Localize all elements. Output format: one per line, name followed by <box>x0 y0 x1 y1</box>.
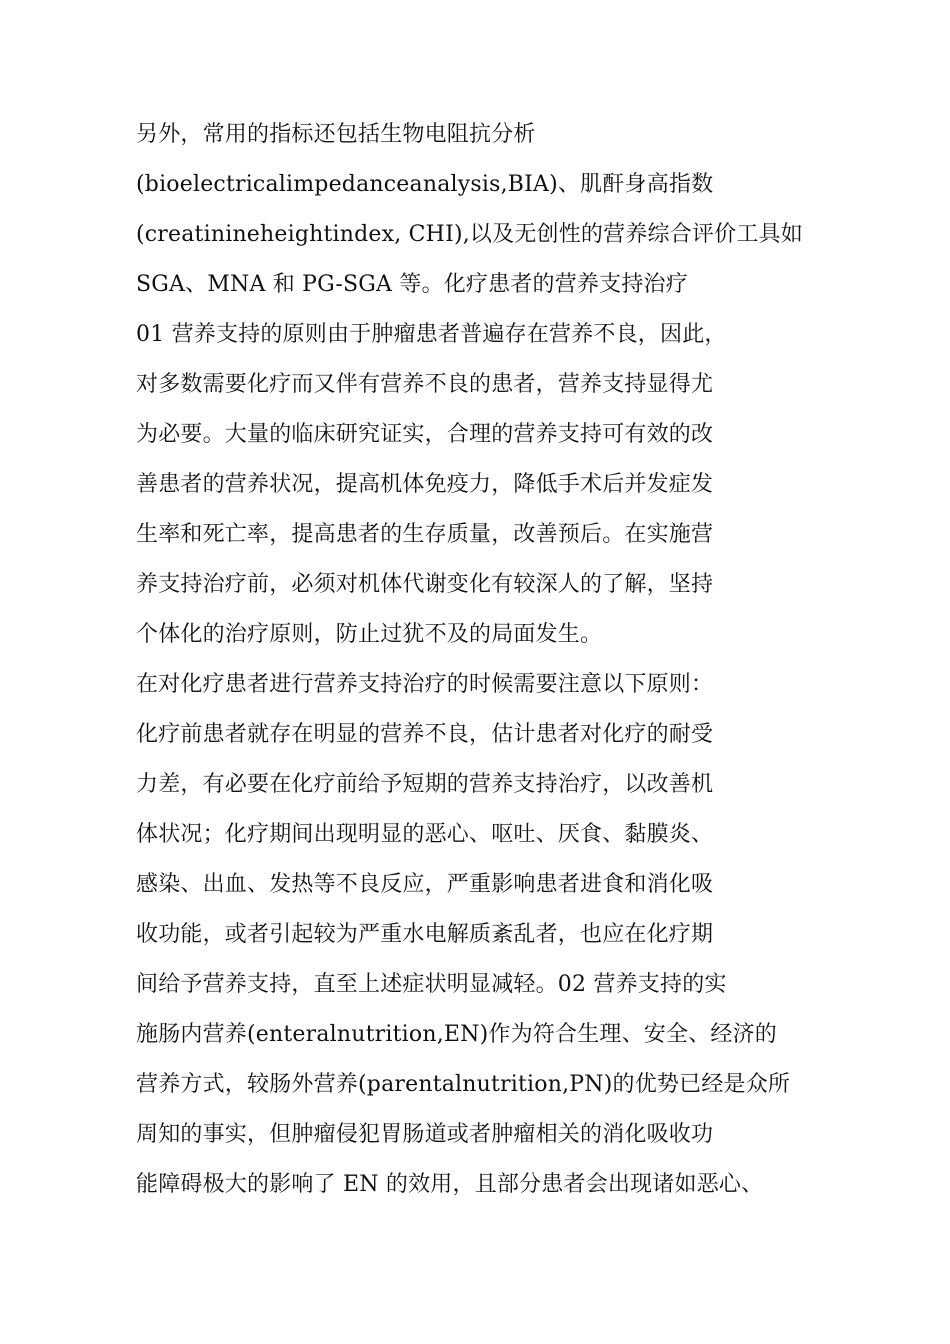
text-line: (creatinineheightindex, CHI),以及无创性的营养综合评价工具如 <box>136 222 803 247</box>
text-line: 感染、出血、发热等不良反应，严重影响患者进食和消化吸 <box>136 872 714 897</box>
text-line: 养支持治疗前，必须对机体代谢变化有较深人的了解，坚持 <box>136 572 714 597</box>
text-line: (bioelectricalimpedanceanalysis,BIA)、肌酐身高指数 <box>136 172 714 197</box>
text-line: 在对化疗患者进行营养支持治疗的时候需要注意以下原则： <box>136 672 714 697</box>
text-line: 个体化的治疗原则，防止过犹不及的局面发生。 <box>136 622 603 647</box>
text-line: 善患者的营养状况，提高机体免疫力，降低手术后并发症发 <box>136 472 714 497</box>
text-line: 施肠内营养(enteralnutrition,EN)作为符合生理、安全、经济的 <box>136 1022 778 1047</box>
text-line: 力差，有必要在化疗前给予短期的营养支持治疗，以改善机 <box>136 772 714 797</box>
body-text <box>136 110 836 1210</box>
text-line: 生率和死亡率，提高患者的生存质量，改善预后。在实施营 <box>136 522 714 547</box>
text-line: 周知的事实，但肿瘤侵犯胃肠道或者肿瘤相关的消化吸收功 <box>136 1122 714 1147</box>
text-line: 另外，常用的指标还包括生物电阻抗分析 <box>136 122 536 147</box>
text-line: SGA、MNA 和 PG-SGA 等。化疗患者的营养支持治疗 <box>136 272 688 297</box>
text-line: 能障碍极大的影响了 EN 的效用，且部分患者会出现诸如恶心、 <box>136 1172 764 1197</box>
text-line: 体状况；化疗期间出现明显的恶心、呕吐、厌食、黏膜炎、 <box>136 822 714 847</box>
text-line: 间给予营养支持，直至上述症状明显减轻。02 营养支持的实 <box>136 972 727 997</box>
text-line: 为必要。大量的临床研究证实，合理的营养支持可有效的改 <box>136 422 714 447</box>
text-line: 收功能，或者引起较为严重水电解质紊乱者，也应在化疗期 <box>136 922 714 947</box>
text-line: 01 营养支持的原则由于肿瘤患者普遍存在营养不良，因此， <box>136 322 727 347</box>
text-line: 对多数需要化疗而又伴有营养不良的患者，营养支持显得尤 <box>136 372 714 397</box>
text-line: 化疗前患者就存在明显的营养不良，估计患者对化疗的耐受 <box>136 722 714 747</box>
text-line: 营养方式，较肠外营养(parentalnutrition,PN)的优势已经是众所 <box>136 1072 791 1097</box>
